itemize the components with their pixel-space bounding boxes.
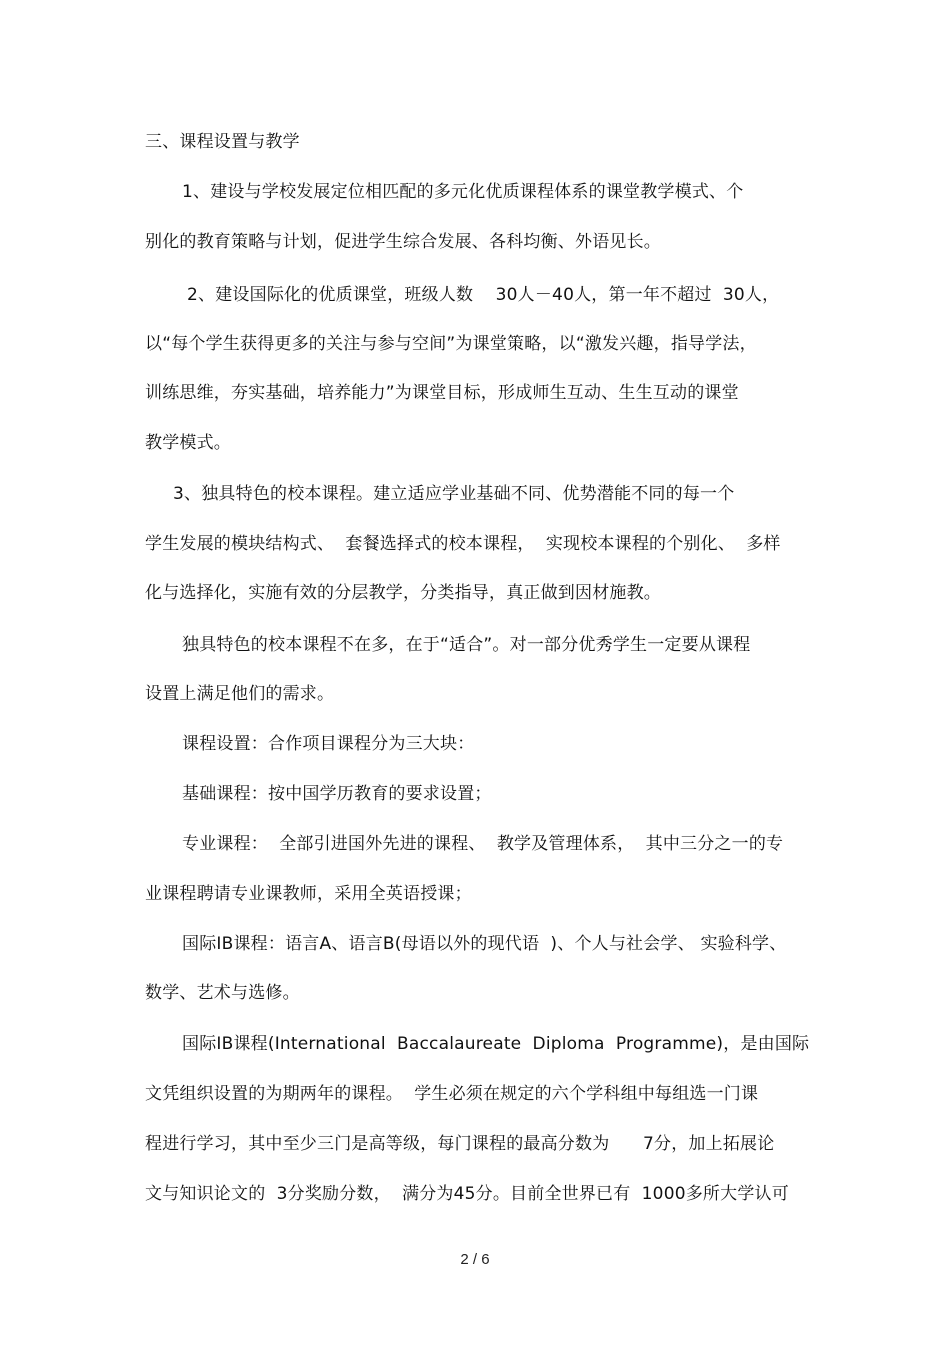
paragraph-line: 别化的教育策略与计划，促进学生综合发展、各科均衡、外语见长。 (145, 232, 661, 252)
paragraph-line: 以“每个学生获得更多的关注与参与空间”为课堂策略，以“激发兴趣，指导学法， (145, 334, 757, 354)
paragraph-line: 文凭组织设置的为期两年的课程。 学生必须在规定的六个学科组中每组选一门课 (145, 1084, 759, 1104)
paragraph-line: 专业课程： 全部引进国外先进的课程、 教学及管理体系， 其中三分之一的专 (182, 834, 784, 854)
paragraph-line: 1、建设与学校发展定位相匹配的多元化优质课程体系的课堂教学模式、个 (182, 182, 744, 202)
paragraph-line: 训练思维，夯实基础，培养能力”为课堂目标，形成师生互动、生生互动的课堂 (145, 383, 739, 403)
paragraph-line: 业课程聘请专业课教师，采用全英语授课； (145, 884, 472, 904)
paragraph-line: 教学模式。 (145, 433, 231, 453)
paragraph-line: 程进行学习，其中至少三门是高等级，每门课程的最高分数为 7分，加上拓展论 (145, 1134, 775, 1154)
paragraph-line: 独具特色的校本课程不在多，在于“适合”。对一部分优秀学生一定要从课程 (182, 635, 751, 655)
paragraph-line: 设置上满足他们的需求。 (145, 684, 335, 704)
paragraph-line: 文与知识论文的 3分奖励分数， 满分为45分。目前全世界已有 1000多所大学认可 (145, 1184, 789, 1204)
paragraph-line: 数学、艺术与选修。 (145, 983, 300, 1003)
paragraph-line: 3、独具特色的校本课程。建立适应学业基础不同、优势潜能不同的每一个 (173, 484, 735, 504)
paragraph-line: 2、建设国际化的优质课堂，班级人数 30人－40人，第一年不超过 30人， (187, 285, 780, 305)
section-heading: 三、课程设置与教学 (145, 132, 300, 152)
paragraph-line: 基础课程：按中国学历教育的要求设置； (182, 784, 492, 804)
paragraph-line: 学生发展的模块结构式、 套餐选择式的校本课程， 实现校本课程的个别化、 多样 (145, 534, 781, 554)
paragraph-line: 国际IB课程(International Baccalaureate Diploma Programme)，是由国际 (182, 1034, 810, 1054)
paragraph-line: 化与选择化，实施有效的分层教学，分类指导，真正做到因材施教。 (145, 583, 661, 603)
page-number: 2 / 6 (460, 1251, 490, 1268)
paragraph-line: 课程设置：合作项目课程分为三大块： (182, 734, 475, 754)
paragraph-line: 国际IB课程：语言A、语言B(母语以外的现代语 )、个人与社会学、 实验科学、 (182, 934, 787, 954)
